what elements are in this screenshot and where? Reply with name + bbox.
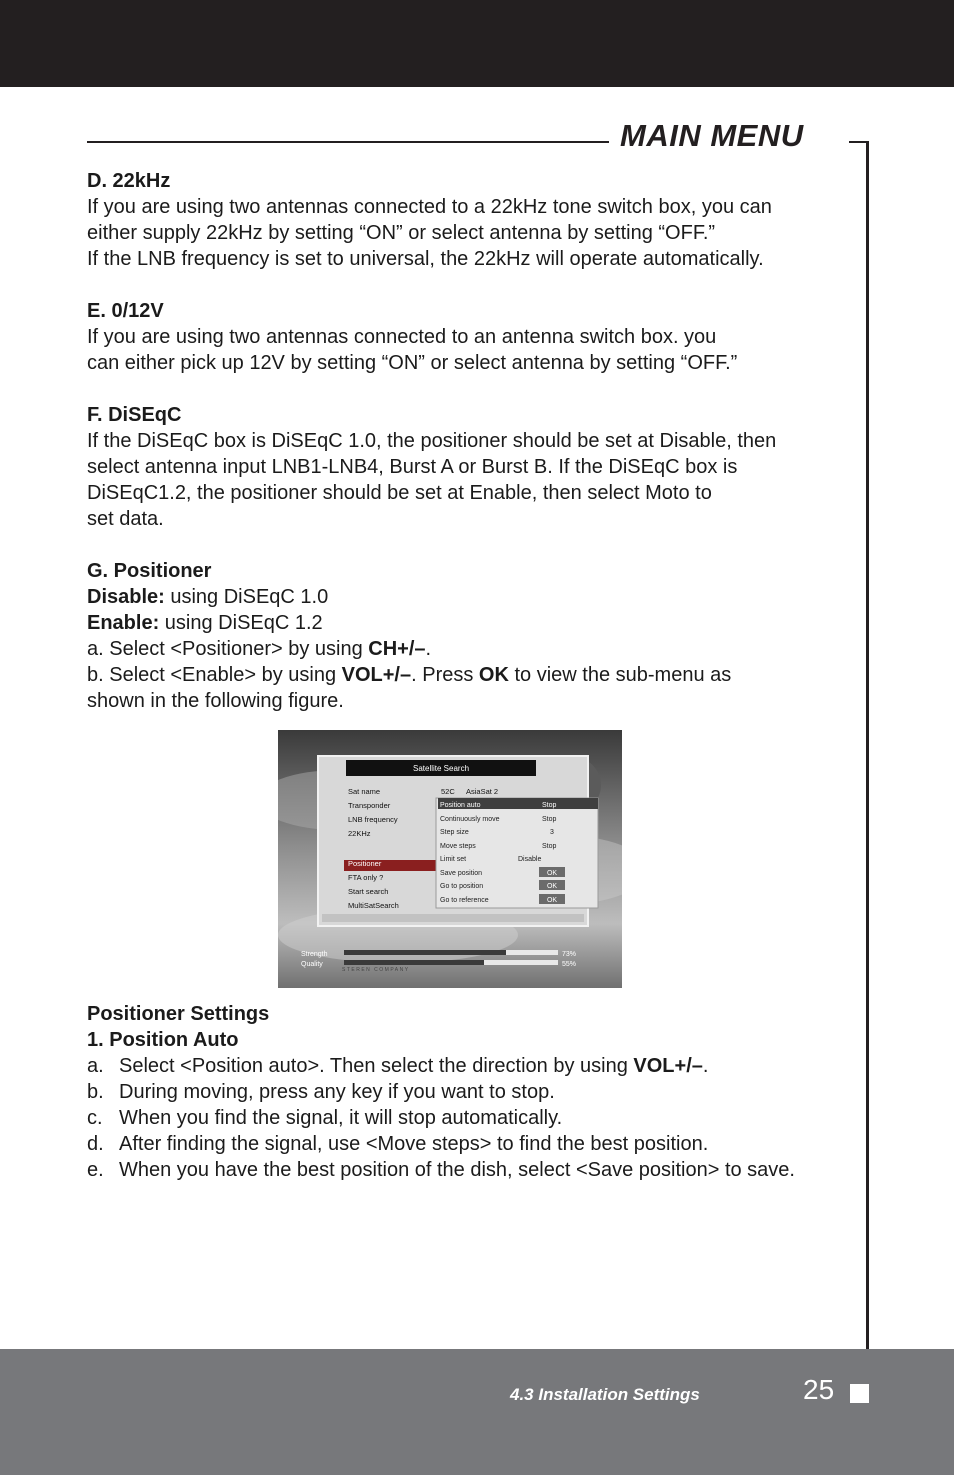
positioner-settings xyxy=(87,1001,857,1183)
menu-item: Transponder xyxy=(348,801,391,810)
strength-label: Strength xyxy=(301,951,328,958)
footer-bar xyxy=(0,1349,954,1475)
menu-item: FTA only ? xyxy=(348,873,384,882)
sat-value: AsiaSat 2 xyxy=(466,787,499,796)
paragraph-line: If you are using two antennas connected to an antenna switch box. you xyxy=(87,326,717,348)
menu-item-selected: Positioner xyxy=(348,859,382,868)
section-heading: G. Positioner xyxy=(87,560,212,582)
submenu-item: Continuously move xyxy=(440,816,500,823)
paragraph-line: DiSEqC1.2, the positioner should be set at Enable, then select Moto to xyxy=(87,482,712,504)
paragraph-line: If the DiSEqC box is DiSEqC 1.0, the positioner should be set at Disable, then xyxy=(87,430,777,452)
list-item: c. When you find the signal, it will stop automatically. xyxy=(87,1107,563,1129)
side-rule xyxy=(866,141,869,1351)
menu-item: Start search xyxy=(348,887,389,896)
strength-percent: 73% xyxy=(562,951,577,958)
submenu-value: Stop xyxy=(542,816,557,823)
submenu-value: 3 xyxy=(550,829,554,836)
submenu-value: Stop xyxy=(542,843,557,850)
submenu-item: Go to reference xyxy=(440,897,489,904)
menu-item: MultiSatSearch xyxy=(348,901,399,910)
strength-bar-fill xyxy=(344,950,506,955)
submenu-value: Disable xyxy=(518,856,542,863)
enable-line: Enable: using DiSEqC 1.2 xyxy=(87,612,323,634)
paragraph-line: set data. xyxy=(87,508,164,530)
menu-item: 22KHz xyxy=(348,829,371,838)
satellite-search-screenshot xyxy=(278,730,622,988)
ok-button: OK xyxy=(546,870,558,877)
figure-window-title: Satellite Search xyxy=(412,764,470,773)
submenu-item: Limit set xyxy=(440,856,467,863)
submenu-item-selected: Position auto xyxy=(440,802,481,809)
section-heading: D. 22kHz xyxy=(87,170,171,192)
paragraph-line: can either pick up 12V by setting “ON” or select antenna by setting “OFF.” xyxy=(87,352,738,374)
list-item: e. When you have the best position of the dish, select <Save position> to save. xyxy=(87,1159,795,1181)
submenu-item: Go to position xyxy=(440,883,484,890)
subsection-heading: 1. Position Auto xyxy=(87,1029,239,1051)
menu-item: Sat name xyxy=(348,787,381,796)
page-number: 25 xyxy=(803,1374,835,1405)
paragraph-line: If you are using two antennas connected to a 22kHz tone switch box, you can xyxy=(87,196,772,218)
footer-section-title: 4.3 Installation Settings xyxy=(510,1385,700,1404)
ok-button: OK xyxy=(546,897,558,904)
sat-value: 52C xyxy=(441,787,455,796)
submenu-item: Save position xyxy=(440,870,483,877)
paragraph-line: select antenna input LNB1-LNB4, Burst A or Burst B. If the DiSEqC box is xyxy=(87,456,738,478)
main-content xyxy=(87,168,857,714)
section-heading: Positioner Settings xyxy=(87,1003,270,1025)
ok-button: OK xyxy=(546,883,558,890)
submenu-value: Stop xyxy=(542,802,557,809)
quality-percent: 55% xyxy=(562,961,577,968)
section-heading: E. 0/12V xyxy=(87,300,164,322)
step-b-line: b. Select <Enable> by using VOL+/–. Press OK to view the sub-menu as xyxy=(87,664,732,686)
list-item: d. After finding the signal, use <Move steps> to find the best position. xyxy=(87,1133,709,1155)
disable-line: Disable: using DiSEqC 1.0 xyxy=(87,586,329,608)
menu-item: LNB frequency xyxy=(348,815,398,824)
step-a-line: a. Select <Positioner> by using CH+/–. xyxy=(87,638,432,660)
top-banner xyxy=(0,0,954,87)
submenu-item: Move steps xyxy=(440,843,476,850)
paragraph-line: either supply 22kHz by setting “ON” or select antenna by setting “OFF.” xyxy=(87,222,716,244)
square-icon xyxy=(850,1384,869,1403)
section-heading: F. DiSEqC xyxy=(87,404,182,426)
submenu-item: Step size xyxy=(440,829,469,836)
brand-text: STEREN COMPANY xyxy=(342,967,410,973)
paragraph-line: If the LNB frequency is set to universal, the 22kHz will operate automatically. xyxy=(87,248,764,270)
quality-label: Quality xyxy=(301,961,323,968)
list-item: a. Select <Position auto>. Then select the direction by using VOL+/–. xyxy=(87,1055,709,1077)
quality-bar-fill xyxy=(344,960,484,965)
page-title: MAIN MENU xyxy=(620,118,804,153)
step-b-line-2: shown in the following figure. xyxy=(87,690,344,712)
list-item: b. During moving, press any key if you want to stop. xyxy=(87,1081,555,1103)
title-rule xyxy=(87,141,609,143)
